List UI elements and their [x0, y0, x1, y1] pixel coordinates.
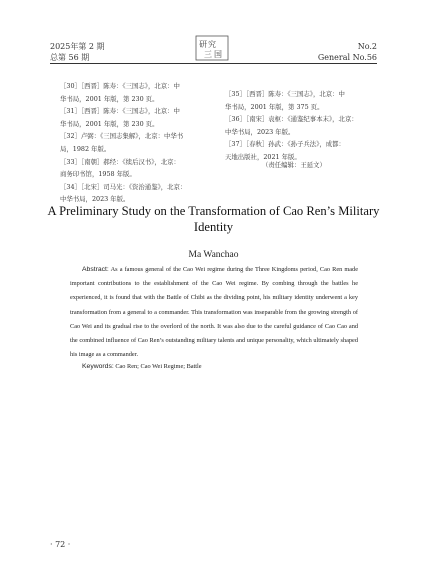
reference-item: ［37］［春秋］孙武：《孙子兵法》，成都： 天地出版社，2021 年版。 — [225, 140, 345, 161]
reference-item: ［36］［南宋］袁枢：《通鉴纪事本末》，北京： 中华书局，2023 年版。 — [225, 115, 358, 136]
journal-issue-cn — [50, 41, 105, 63]
reference-item: ［34］［北宋］司马光：《资治通鉴》，北京： 中华书局，2023 年版。 — [60, 182, 187, 204]
reference-item: ［33］［南朝］郝经：《续后汉书》，北京： 商务印书馆，1958 年版。 — [60, 157, 180, 179]
keywords-label: Keywords: — [82, 363, 114, 370]
reference-item: ［32］卢弼：《三国志集解》，北京：中华书 局，1982 年版。 — [60, 132, 184, 153]
author-name: Ma Wanchao — [188, 250, 239, 260]
abstract-label: Abstract: — [82, 266, 109, 273]
svg-text:三: 三 — [204, 50, 212, 59]
svg-text:究: 究 — [208, 40, 216, 49]
reference-item: ［31］［西晋］陈寿：《三国志》，北京：中 华书局，2001 年版，第 230 页。 — [60, 107, 180, 128]
page-number: · 72 · — [50, 540, 71, 549]
keywords-block — [82, 363, 202, 370]
journal-logo — [195, 35, 229, 61]
header-divider — [50, 63, 377, 64]
abstract-text: As a famous general of the Cao Wei regime during the Three Kingdoms period, Cao Ren made important contributions to the establishment of the Cao Wei regime. By combing through the battles he experienced, it is found that with the Battle of Chibi as the dividing point, his military identity underwent a key transformation from a general to a commander. This transformation was inseparable from the growing strength of Cao Wei and its gradual rise to the overlord of the north. It was also due to the careful guidance of Cao Cao and the combined influence of Cao Ren’s outstanding military talents and unique personality, which ultimately shaped his image as a commander. — [70, 266, 358, 359]
reference-item: ［35］［西晋］陈寿：《三国志》，北京：中 华书局，2001 年版，第 375 页。 — [225, 90, 345, 111]
svg-text:研: 研 — [199, 40, 207, 49]
svg-text:国: 国 — [214, 50, 222, 59]
issue-line: 2025年第 2 期 — [50, 42, 105, 51]
responsible-editor: （责任编辑：王延文） — [262, 161, 326, 169]
general-issue-line: 总第 56 期 — [50, 53, 90, 62]
keywords-text: Cao Ren; Cao Wei Regime; Battle — [115, 363, 202, 370]
reference-item: ［30］［西晋］陈寿：《三国志》，北京：中 华书局，2001 年版，第 230 页。 — [60, 82, 180, 103]
general-number: General No.56 — [317, 53, 377, 62]
english-title: A Preliminary Study on the Transformation of Cao Ren’s Military Identity — [47, 204, 380, 234]
issue-number: No.2 — [357, 42, 377, 51]
references-right-column — [225, 88, 375, 164]
references-left-column — [60, 80, 205, 206]
abstract-block — [70, 263, 358, 362]
journal-issue-en — [318, 41, 377, 63]
